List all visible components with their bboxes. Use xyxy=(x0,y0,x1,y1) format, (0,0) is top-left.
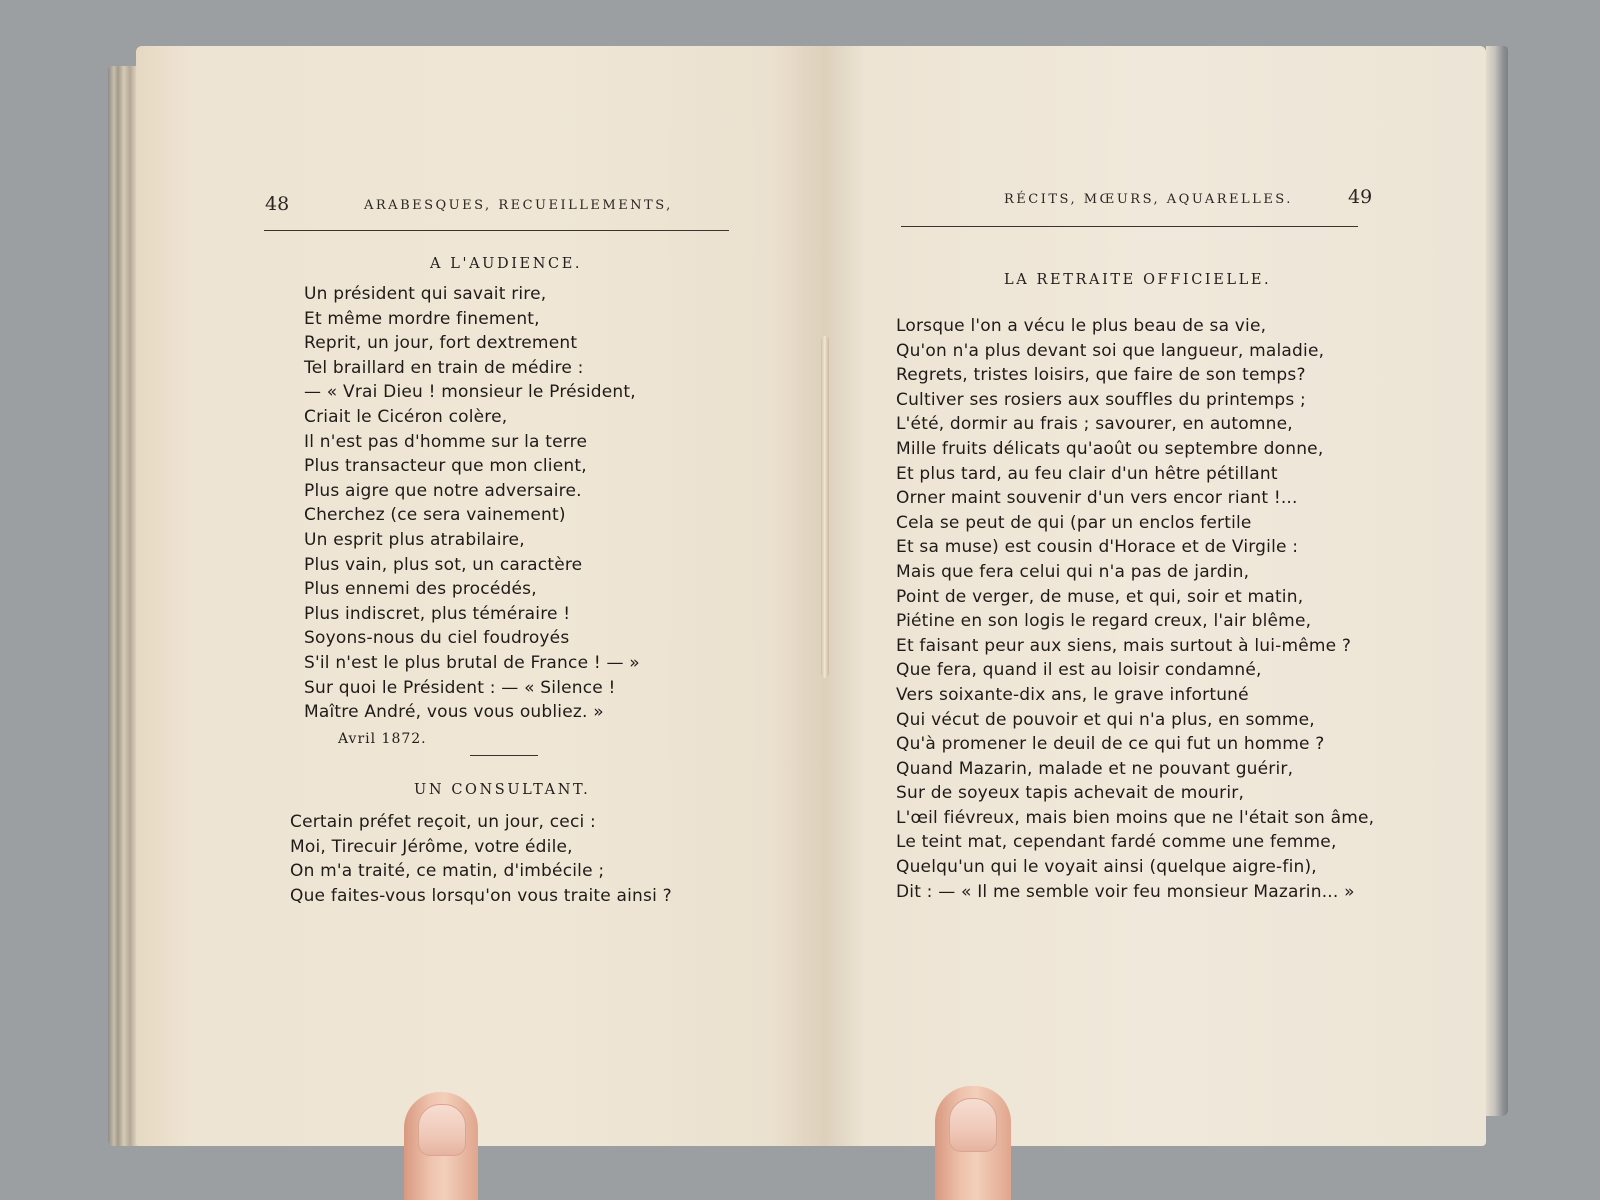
verse-line: Qui vécut de pouvoir et qui n'a plus, en somme, xyxy=(896,709,1315,730)
section-divider xyxy=(470,755,538,756)
verse-line: Sur de soyeux tapis achevait de mourir, xyxy=(896,783,1245,804)
verse-line: Regrets, tristes loisirs, que faire de son temps? xyxy=(896,365,1306,386)
left-header-rule xyxy=(264,230,729,231)
verse-line: On m'a traité, ce matin, d'imbécile ; xyxy=(290,861,605,882)
verse-line: Cela se peut de qui (par un enclos fertile xyxy=(896,512,1252,533)
right-thumb xyxy=(935,1086,1011,1200)
verse-line: Dit : — « Il me semble voir feu monsieur Mazarin... » xyxy=(896,881,1355,902)
verse-line: Lorsque l'on a vécu le plus beau de sa vie, xyxy=(896,316,1267,336)
verse-line: Vers soixante-dix ans, le grave infortuné xyxy=(896,684,1249,705)
verse-line: Soyons-nous du ciel foudroyés xyxy=(304,628,570,649)
poem-consultant-verse xyxy=(290,810,672,908)
poem-title-retraite: LA RETRAITE OFFICIELLE. xyxy=(1004,272,1272,288)
right-page xyxy=(826,46,1486,1146)
verse-line: Point de verger, de muse, et qui, soir et matin, xyxy=(896,586,1304,607)
left-thumbnail xyxy=(418,1104,466,1156)
verse-line: Quelqu'un qui le voyait ainsi (quelque aigre-fin), xyxy=(896,857,1317,878)
verse-line: Orner maint souvenir d'un vers encor riant !... xyxy=(896,488,1298,509)
verse-line: Qu'on n'a plus devant soi que langueur, maladie, xyxy=(896,340,1325,361)
verse-line: Plus transacteur que mon client, xyxy=(304,456,587,477)
verse-line: Plus vain, plus sot, un caractère xyxy=(304,554,583,575)
verse-line: Un esprit plus atrabilaire, xyxy=(304,529,525,550)
verse-line: Que fera, quand il est au loisir condamné, xyxy=(896,660,1262,681)
poem-retraite-verse xyxy=(896,314,1374,904)
right-page-number: 49 xyxy=(1348,186,1373,208)
verse-line: Criait le Cicéron colère, xyxy=(304,406,508,427)
verse-line: Que faites-vous lorsqu'on vous traite ainsi ? xyxy=(290,885,672,906)
left-page xyxy=(136,46,826,1146)
verse-line: Piétine en son logis le regard creux, l'air blême, xyxy=(896,611,1312,632)
verse-line: L'été, dormir au frais ; savourer, en automne, xyxy=(896,414,1293,435)
verse-line: Quand Mazarin, malade et ne pouvant guérir, xyxy=(896,758,1294,779)
poem-title-audience: A L'AUDIENCE. xyxy=(430,256,583,272)
verse-line: Maître André, vous vous oubliez. » xyxy=(304,702,604,723)
verse-line: Il n'est pas d'homme sur la terre xyxy=(304,431,588,452)
left-page-number: 48 xyxy=(265,193,290,215)
right-thumbnail xyxy=(949,1098,997,1152)
left-running-head: ARABESQUES, RECUEILLEMENTS, xyxy=(364,198,673,213)
verse-line: Plus ennemi des procédés, xyxy=(304,579,537,600)
verse-line: Certain préfet reçoit, un jour, ceci : xyxy=(290,812,596,832)
verse-line: Plus aigre que notre adversaire. xyxy=(304,480,582,501)
page-edges-right xyxy=(1486,46,1508,1116)
poem-date: Avril 1872. xyxy=(338,731,427,747)
verse-line: Qu'à promener le deuil de ce qui fut un homme ? xyxy=(896,734,1325,755)
verse-line: Et même mordre finement, xyxy=(304,308,540,329)
verse-line: Mille fruits délicats qu'août ou septembre donne, xyxy=(896,438,1324,459)
verse-line: Tel braillard en train de médire : xyxy=(304,357,584,378)
verse-line: Plus indiscret, plus téméraire ! xyxy=(304,603,571,624)
right-running-head: RÉCITS, MŒURS, AQUARELLES. xyxy=(1004,192,1293,207)
verse-line: Reprit, un jour, fort dextrement xyxy=(304,333,578,354)
verse-line: Moi, Tirecuir Jérôme, votre édile, xyxy=(290,836,573,857)
binding-thread xyxy=(821,336,829,678)
verse-line: Le teint mat, cependant fardé comme une femme, xyxy=(896,832,1337,853)
verse-line: Et plus tard, au feu clair d'un hêtre pétillant xyxy=(896,463,1278,484)
verse-line: Un président qui savait rire, xyxy=(304,284,547,304)
poem-title-consultant: UN CONSULTANT. xyxy=(414,782,591,798)
left-thumb xyxy=(404,1092,478,1200)
right-header-rule xyxy=(901,226,1358,227)
poem-audience-verse xyxy=(304,282,640,725)
verse-line: Cultiver ses rosiers aux souffles du printemps ; xyxy=(896,389,1306,410)
verse-line: L'œil fiévreux, mais bien moins que ne l'était son âme, xyxy=(896,807,1375,828)
open-book xyxy=(108,46,1508,1146)
verse-line: Sur quoi le Président : — « Silence ! xyxy=(304,677,616,698)
verse-line: Mais que fera celui qui n'a pas de jardin, xyxy=(896,561,1250,582)
verse-line: — « Vrai Dieu ! monsieur le Président, xyxy=(304,382,636,403)
verse-line: Cherchez (ce sera vainement) xyxy=(304,505,566,526)
verse-line: S'il n'est le plus brutal de France ! — » xyxy=(304,652,640,673)
verse-line: Et sa muse) est cousin d'Horace et de Virgile : xyxy=(896,537,1299,558)
verse-line: Et faisant peur aux siens, mais surtout à lui-même ? xyxy=(896,635,1352,656)
